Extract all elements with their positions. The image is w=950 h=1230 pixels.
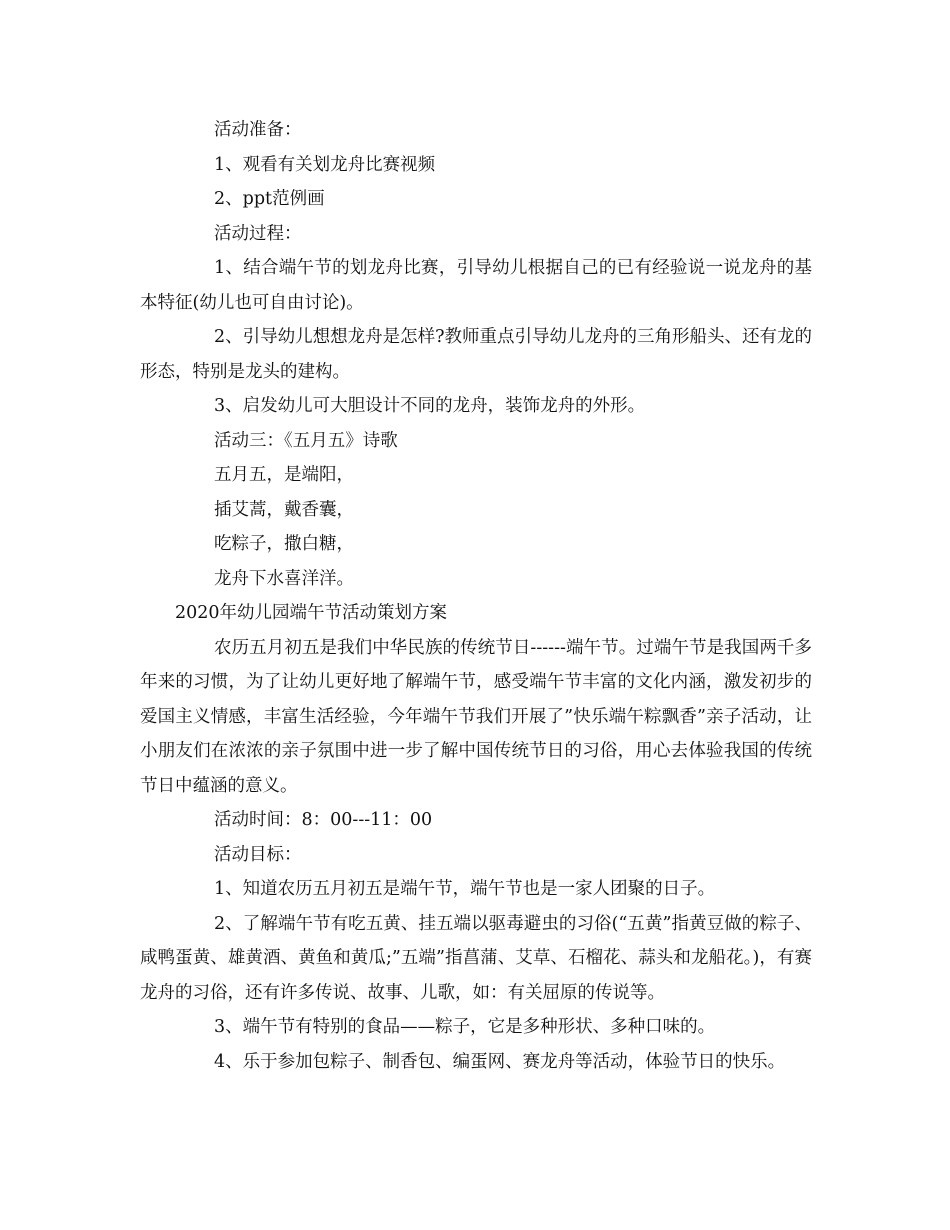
process-item-1: 1、结合端午节的划龙舟比赛，引导幼儿根据自己的已有经验说一说龙舟的基本特征(幼儿也可自由讨论)。: [140, 258, 812, 313]
heading-activity-three: 活动三：《五月五》诗歌: [214, 430, 398, 451]
heading-activity-preparation: 活动准备：: [214, 120, 302, 140]
preparation-item-1: 1、观看有关划龙舟比赛视频: [214, 154, 436, 175]
activity-time: 活动时间：8：00---11：00: [214, 810, 433, 830]
goal-item-4: 4、乐于参加包粽子、制香包、编蛋网、赛龙舟等活动，体验节日的快乐。: [214, 1051, 786, 1072]
heading-activity-process: 活动过程：: [214, 223, 302, 244]
poem-line-1: 五月五，是端阳，: [214, 465, 354, 485]
goal-item-1: 1、知道农历五月初五是端午节，端午节也是一家人团聚的日子。: [214, 879, 716, 899]
section-title: 2020年幼儿园端午节活动策划方案: [175, 603, 448, 623]
goal-item-2: 2、了解端午节有吃五黄、挂五端以驱毒避虫的习俗(“五黄”指黄豆做的粽子、咸鸭蛋黄、雄黄酒、黄鱼和黄瓜;”五端”指菖蒲、艾草、石榴花、蒜头和龙船花。)，有赛龙舟的习俗，还有许多传说、故事、儿歌，如：有关屈原的传说等。: [140, 913, 812, 1003]
goal-item-3: 3、端午节有特别的食品——粽子，它是多种形状、多种口味的。: [214, 1017, 716, 1037]
preparation-item-2: 2、ppt范例画: [214, 189, 325, 209]
poem-line-4: 龙舟下水喜洋洋。: [214, 568, 354, 589]
intro-paragraph: 农历五月初五是我们中华民族的传统节日------端午节。过端午节是我国两千多年来的习惯，为了让幼儿更好地了解端午节，感受端午节丰富的文化内涵，激发初步的爱国主义情感，丰富生活经验，今年端午节我们开展了”快乐端午粽飘香”亲子活动，让小朋友们在浓浓的亲子氛围中进一步了解中国传统节日的习俗，用心去体验我国的传统节日中蕴涵的意义。: [140, 637, 812, 796]
poem-line-2: 插艾蒿，戴香囊，: [214, 499, 354, 520]
heading-activity-goals: 活动目标：: [214, 844, 302, 865]
poem-line-3: 吃粽子，撒白糖，: [214, 534, 354, 554]
process-item-2: 2、引导幼儿想想龙舟是怎样?教师重点引导幼儿龙舟的三角形船头、还有龙的形态，特别是龙头的建构。: [140, 327, 813, 382]
document-body: [140, 113, 812, 1079]
process-item-3: 3、启发幼儿可大胆设计不同的龙舟，装饰龙舟的外形。: [214, 396, 646, 416]
